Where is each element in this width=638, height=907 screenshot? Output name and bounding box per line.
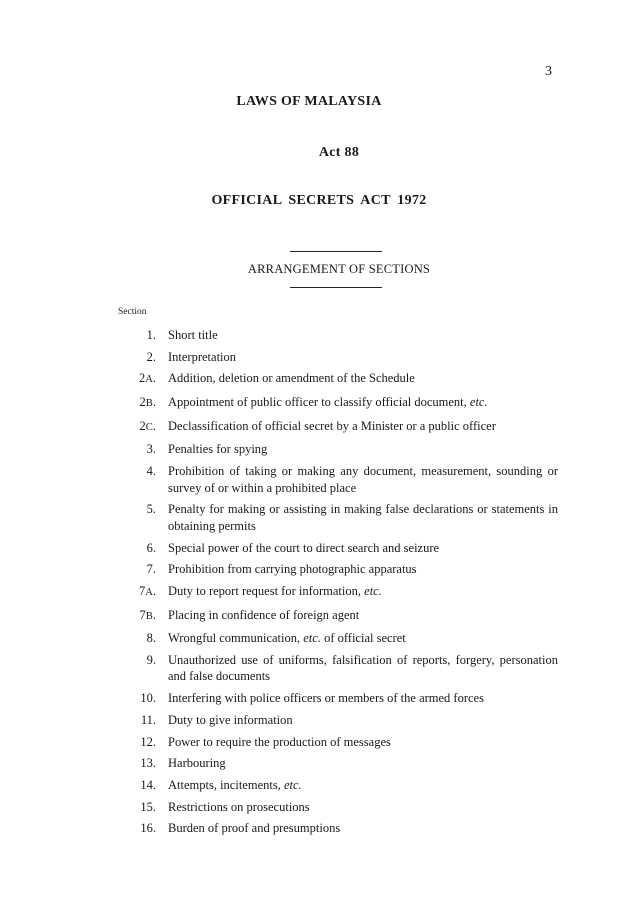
section-number: 2C.: [139, 418, 156, 433]
section-entry: [118, 540, 558, 557]
section-number: 10.: [140, 691, 156, 706]
section-title: [168, 441, 558, 458]
section-title: [168, 607, 558, 624]
section-entry: [118, 734, 558, 751]
section-title-italic: etc.: [303, 631, 321, 646]
section-entry: [118, 501, 558, 534]
section-number: 2.: [146, 349, 156, 364]
section-title-text: Restrictions on prosecutions: [168, 799, 310, 814]
act-name: OFFICIAL SECRETS ACT 1972: [211, 193, 427, 208]
section-number: 9.: [146, 652, 156, 667]
section-title: [168, 777, 558, 794]
section-title-text: Power to require the production of messages: [168, 734, 391, 749]
section-title-text: Declassification of official secret by a Minister or a public officer: [168, 418, 496, 433]
section-title-text: Addition, deletion or amendment of the Schedule: [168, 371, 415, 386]
section-entry: [118, 370, 558, 389]
section-entry: [118, 799, 558, 816]
law-title: LAWS OF MALAYSIA: [236, 94, 382, 109]
page-number: 3: [545, 64, 552, 79]
divider-top: [290, 251, 382, 252]
section-title: [168, 712, 558, 729]
section-number: 2A.: [138, 371, 156, 386]
section-title-italic: etc.: [364, 583, 382, 598]
section-title-text: Penalty for making or assisting in making false declarations or statements in obtaining permits: [168, 502, 558, 533]
section-entry: [118, 690, 558, 707]
section-title: [168, 418, 558, 435]
section-title-text: Wrongful communication,: [168, 631, 301, 646]
section-entry: [118, 652, 558, 685]
section-title: [168, 734, 558, 751]
section-title-text: Duty to report request for information,: [168, 583, 362, 598]
section-entry: [118, 630, 558, 647]
section-number: 14.: [140, 777, 156, 792]
section-title: [168, 463, 558, 496]
section-title-text: Duty to give information: [168, 712, 293, 727]
section-column-label: Section: [118, 307, 147, 317]
arrangement-heading: ARRANGEMENT OF SECTIONS: [247, 262, 431, 276]
divider-bottom: [290, 287, 382, 288]
section-title: [168, 540, 558, 557]
section-title-text: Attempts, incitements,: [168, 777, 281, 792]
section-title-continuation: of official secret: [324, 631, 406, 646]
section-title-text: Prohibition of taking or making any document, measurement, sounding or survey of or within a prohibited place: [168, 464, 558, 495]
section-number: 7B.: [139, 607, 156, 622]
section-title-text: Appointment of public officer to classify official document,: [168, 395, 467, 410]
section-title: [168, 820, 558, 837]
section-entry: [118, 820, 558, 837]
section-title-text: Unauthorized use of uniforms, falsification of reports, forgery, personation and false documents: [168, 652, 558, 684]
section-entry: [118, 327, 558, 344]
section-title-italic: etc.: [469, 395, 488, 410]
section-title: [168, 630, 558, 647]
section-number: 15.: [140, 799, 156, 814]
section-entry: [118, 394, 558, 413]
section-number: 7.: [146, 562, 156, 577]
section-title: [168, 690, 558, 707]
section-number: 6.: [146, 540, 156, 555]
section-entry: [118, 583, 558, 602]
section-title: [168, 755, 558, 772]
section-number: 8.: [146, 631, 156, 646]
section-entry: [118, 441, 558, 458]
section-entry: [118, 712, 558, 729]
act-number: Act 88: [318, 145, 360, 160]
section-title: [168, 501, 558, 534]
section-number: 13.: [140, 756, 156, 771]
section-title: [168, 370, 558, 387]
section-entry: [118, 607, 558, 626]
section-title-text: Short title: [168, 328, 218, 342]
section-number: 5.: [146, 502, 156, 517]
section-title: [168, 799, 558, 816]
section-title-text: Burden of proof and presumptions: [168, 821, 341, 836]
section-number: 1.: [146, 328, 156, 342]
section-number: 3.: [146, 442, 156, 457]
section-title: [168, 327, 558, 344]
section-entry: [118, 349, 558, 366]
section-title-italic: etc.: [283, 777, 302, 792]
section-title-text: Prohibition from carrying photographic apparatus: [168, 562, 417, 577]
section-title: [168, 561, 558, 578]
section-number: 12.: [140, 734, 156, 749]
section-number: 4.: [146, 464, 156, 479]
section-entry: [118, 777, 558, 794]
section-entry: [118, 418, 558, 437]
section-number: 2B.: [139, 395, 156, 410]
section-title: [168, 652, 558, 685]
section-title: [168, 583, 558, 600]
section-title-text: Harbouring: [168, 756, 226, 771]
section-title-text: Special power of the court to direct search and seizure: [168, 540, 440, 555]
section-title-text: Interfering with police officers or members of the armed forces: [168, 691, 484, 706]
section-title-text: Penalties for spying: [168, 442, 268, 457]
section-title-text: Placing in confidence of foreign agent: [168, 607, 360, 622]
section-entry: [118, 463, 558, 496]
sections-list: [118, 327, 558, 842]
section-title-text: Interpretation: [168, 349, 237, 364]
section-number: 7A.: [138, 583, 156, 598]
section-title: [168, 349, 558, 366]
section-number: 16.: [140, 821, 156, 836]
section-title: [168, 394, 558, 411]
section-entry: [118, 755, 558, 772]
section-entry: [118, 561, 558, 578]
section-number: 11.: [140, 712, 156, 727]
